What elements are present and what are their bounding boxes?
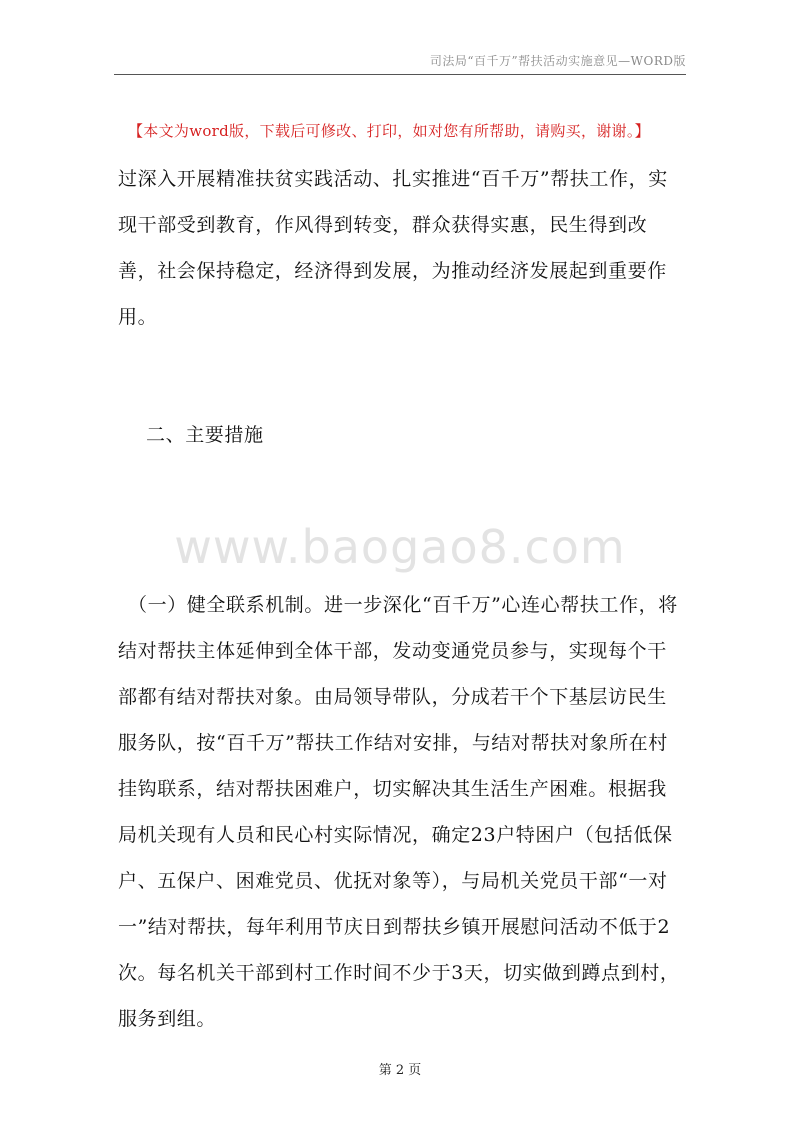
watermark-text: www.baogao8.com (174, 520, 626, 574)
section-heading: 二、主要措施 (146, 424, 264, 446)
download-notice: 【本文为word版，下载后可修改、打印，如对您有所帮助，请购买，谢谢。】 (128, 122, 650, 140)
body-paragraph-1: 过深入开展精准扶贫实践活动、扎实推进“百千万”帮扶工作，实现干部受到教育，作风得到转变，群众获得实惠，民生得到改善，社会保持稳定，经济得到发展，为推动经济发展起到重要作用。 (118, 168, 668, 328)
header-divider (114, 74, 686, 75)
body-paragraph-2-text: （一）健全联系机制。进一步深化“百千万”心连心帮扶工作，将结对帮扶主体延伸到全体干部，发动变通党员参与，实现每个干部都有结对帮扶对象。由局领导带队，分成若干个下基层访民生服务队，按“百千万”帮扶工作结对安排，与结对帮扶对象所在村挂钩联系，结对帮扶困难户，切实解决其生活生产困难。根据我局机关现有人员和民心村实际情况，确定23户特困户（包括低保户、五保户、困难党员、优抚对象等），与局机关党员干部“一对一”结对帮扶，每年利用节庆日到帮扶乡镇开展慰问活动不低于2次。每名机关干部到村工作时间不少于3天，切实做到蹲点到村，服务到组。 (118, 594, 680, 1030)
body-paragraph-2 (118, 582, 686, 1042)
page-header: 司法局“百千万”帮扶活动实施意见—WORD版 (429, 54, 686, 68)
page-number: 第 2 页 (378, 1063, 422, 1078)
